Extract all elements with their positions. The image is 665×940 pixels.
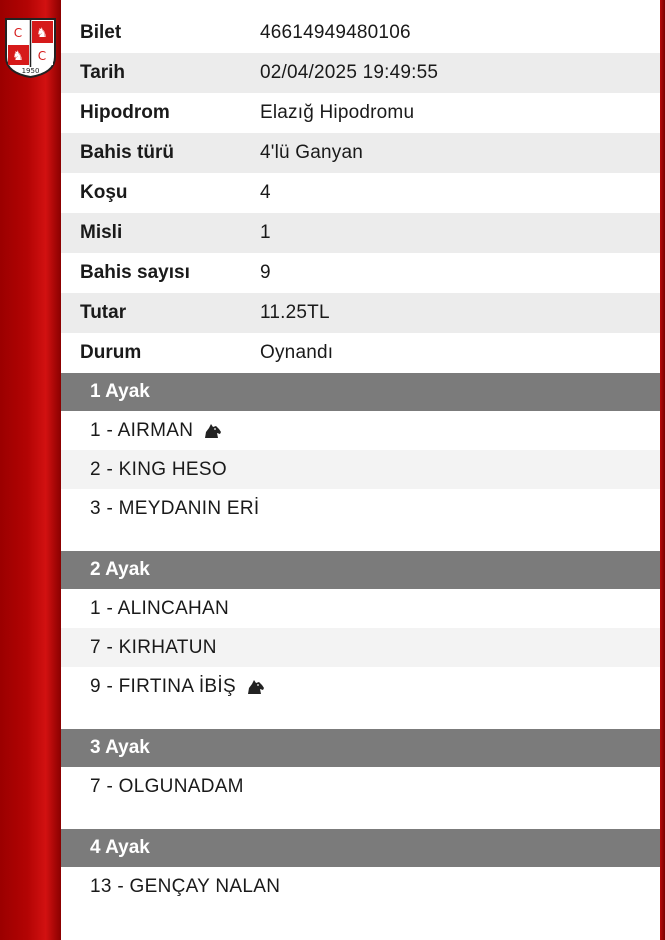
horse-head-icon	[246, 679, 266, 695]
horse-row	[61, 589, 660, 628]
horse-name: 9 - FIRTINA İBİŞ	[90, 675, 236, 697]
info-row	[61, 53, 660, 93]
info-value: 02/04/2025 19:49:55	[260, 62, 439, 83]
horse-name: 7 - KIRHATUN	[90, 636, 217, 658]
info-value: 11.25TL	[260, 302, 330, 323]
svg-text:♞: ♞	[12, 49, 24, 64]
info-label: Misli	[80, 222, 123, 243]
horse-row	[61, 767, 660, 806]
horse-row	[61, 867, 660, 906]
horse-row	[61, 489, 660, 528]
info-value: 4	[260, 182, 271, 203]
info-label: Bahis sayısı	[80, 262, 190, 283]
leg-spacer	[61, 806, 660, 829]
info-row	[61, 253, 660, 293]
legs-list	[61, 373, 660, 906]
horse-row	[61, 628, 660, 667]
leg-header: 4 Ayak	[61, 829, 660, 867]
info-value: Oynandı	[260, 342, 334, 363]
info-label: Koşu	[80, 182, 128, 203]
svg-text:♞: ♞	[36, 26, 48, 41]
horse-row	[61, 411, 660, 450]
horse-name: 7 - OLGUNADAM	[90, 775, 244, 797]
info-value: 1	[260, 222, 271, 243]
info-row	[61, 93, 660, 133]
horse-name: 2 - KING HESO	[90, 458, 227, 480]
horse-head-icon	[203, 423, 223, 439]
right-edge	[660, 0, 665, 940]
leg-header: 2 Ayak	[61, 551, 660, 589]
horse-row	[61, 450, 660, 489]
horse-name: 1 - ALINCAHAN	[90, 597, 230, 619]
svg-text:C: C	[37, 49, 47, 63]
info-value: 9	[260, 262, 271, 283]
ticket-detail	[61, 13, 660, 906]
sidebar	[0, 0, 61, 940]
info-row	[61, 213, 660, 253]
info-label: Bahis türü	[80, 142, 174, 163]
leg-spacer	[61, 706, 660, 729]
ticket-info	[61, 13, 660, 373]
info-label: Tutar	[80, 302, 127, 323]
info-row	[61, 173, 660, 213]
horse-name: 3 - MEYDANIN ERİ	[90, 497, 260, 519]
svg-text:C: C	[13, 26, 23, 40]
logo-year: 1950	[21, 67, 40, 75]
info-label: Bilet	[80, 22, 122, 43]
info-label: Tarih	[80, 62, 126, 83]
leg-header: 1 Ayak	[61, 373, 660, 411]
info-row	[61, 133, 660, 173]
horse-name: 1 - AIRMAN	[90, 419, 194, 441]
info-row	[61, 13, 660, 53]
info-value: 46614949480106	[260, 22, 411, 43]
leg-spacer	[61, 528, 660, 551]
info-label: Hipodrom	[80, 102, 170, 123]
info-row	[61, 293, 660, 333]
info-value: Elazığ Hipodromu	[260, 102, 415, 123]
horse-name: 13 - GENÇAY NALAN	[90, 875, 281, 897]
info-row	[61, 333, 660, 373]
horse-row	[61, 667, 660, 706]
info-label: Durum	[80, 342, 142, 363]
info-value: 4'lü Ganyan	[260, 142, 364, 163]
club-logo	[4, 17, 57, 79]
leg-header: 3 Ayak	[61, 729, 660, 767]
